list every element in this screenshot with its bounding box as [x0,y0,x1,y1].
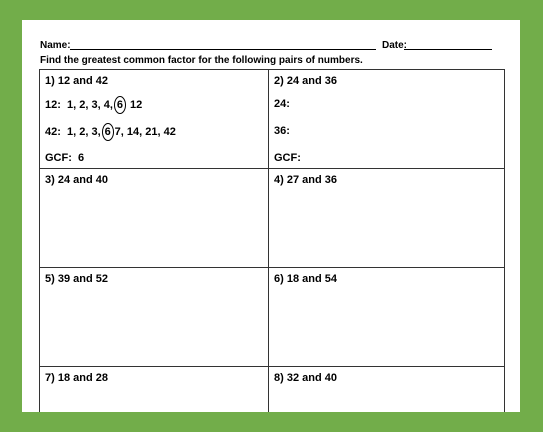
problem-cell-6 [269,268,505,367]
gcf-label: GCF: [45,152,72,164]
factor-values: 7, 14, 21, 42 [114,126,176,138]
name-label: Name: [40,40,71,51]
problem-title: 3) 24 and 40 [45,174,108,186]
problem-title: 1) 12 and 42 [45,75,108,87]
problem-title: 6) 18 and 54 [274,273,337,285]
factor-row-label: 12: [45,99,61,111]
problem-cell-8 [269,367,505,412]
header-line [40,40,510,54]
date-label: Date: [382,40,408,51]
instructions: Find the greatest common factor for the following pairs of numbers. [40,55,363,66]
factor-row-label: 42: [45,126,61,138]
problem-grid [39,69,505,412]
problem-title: 2) 24 and 36 [274,75,337,87]
factor-values: 1, 2, 3, [67,126,101,138]
gcf-label: GCF: [274,152,301,164]
problem-cell-7 [40,367,269,412]
problem-cell-3 [40,169,269,268]
worksheet-page [22,20,520,412]
factor-list-12 [45,96,142,114]
problem-cell-5 [40,268,269,367]
circled-factor: 6 [102,123,114,141]
factor-values: 12 [129,99,143,111]
problem-cell-4 [269,169,505,268]
date-blank [404,49,492,50]
name-blank [70,49,376,50]
factor-row-label: 24: [274,98,290,110]
gcf-answer [45,152,84,164]
factor-list-42 [45,123,176,141]
problem-title: 4) 27 and 36 [274,174,337,186]
factor-values: 1, 2, 3, 4, [67,99,113,111]
problem-title: 8) 32 and 40 [274,372,337,384]
problem-title: 5) 39 and 52 [45,273,108,285]
circled-factor: 6 [114,96,126,114]
problem-cell-2 [269,70,505,169]
problem-cell-1 [40,70,269,169]
gcf-value: 6 [78,152,85,164]
problem-title: 7) 18 and 28 [45,372,108,384]
factor-row-label: 36: [274,125,290,137]
